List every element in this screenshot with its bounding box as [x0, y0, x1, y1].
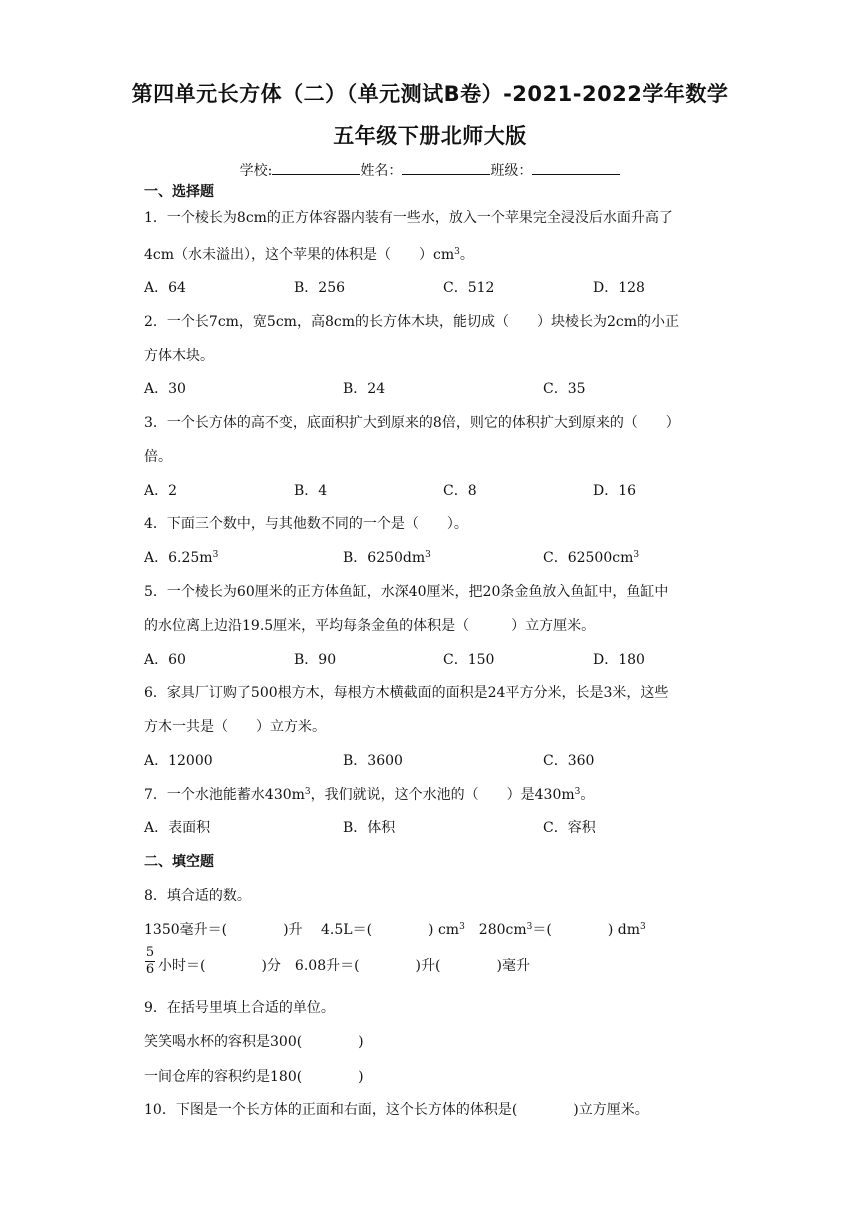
q8-row-1[interactable]: 1350毫升＝( )升 4.5L＝( ) $cm^3$ $280cm^3=$( ) $dm^3$: [144, 922, 646, 938]
q5-option-c[interactable]: C．150: [443, 652, 495, 668]
title-line-1: 第四单元长方体（二）（单元测试B卷）-2021-2022学年数学: [131, 82, 729, 106]
q3-line-2: 倍。: [144, 449, 172, 465]
q5-option-a[interactable]: A．60: [144, 652, 186, 668]
section-heading-fill: 二、填空题: [144, 854, 214, 870]
q1-line-1: 1．一个棱长为8cm的正方体容器内装有一些水，放入一个苹果完全浸没后水面升高了: [144, 210, 673, 226]
q5-option-b[interactable]: B．90: [294, 652, 337, 668]
q9-line-2[interactable]: 笑笑喝水杯的容积是300( ): [144, 1034, 364, 1050]
q10-line-1[interactable]: 10．下图是一个长方体的正面和右面，这个长方体的体积是( )立方厘米。: [144, 1102, 649, 1118]
q7-line-1: 7．一个水池能蓄水$430m^3$，我们就说，这个水池的（ ）是$430m^3$。: [144, 787, 595, 803]
q8-row-2[interactable]: 小时＝( )分 6.08升＝( )升( )毫升: [158, 958, 530, 974]
q2-option-a[interactable]: A．30: [144, 381, 186, 397]
q2-line-1: 2．一个长7cm，宽5cm，高8cm的长方体木块，能切成（ ）块棱长为2cm的小正: [144, 314, 679, 330]
q4-line-1: 4．下面三个数中，与其他数不同的一个是（ ）。: [144, 516, 468, 532]
q6-line-2: 方木一共是（ ）立方米。: [144, 719, 326, 735]
school-label: 学校:: [239, 163, 273, 179]
class-label: 班级：: [490, 163, 533, 179]
name-blank[interactable]: [402, 162, 490, 175]
q3-option-a[interactable]: A．2: [144, 483, 178, 499]
q4-option-a[interactable]: A．$6.25m^3$: [144, 550, 219, 566]
fraction-five-sixths: 5 6: [145, 945, 155, 977]
q2-line-2: 方体木块。: [144, 348, 214, 364]
q5-option-d[interactable]: D．180: [593, 652, 645, 668]
q7-option-a[interactable]: A．表面积: [144, 820, 211, 836]
q3-option-d[interactable]: D．16: [593, 483, 637, 499]
q5-line-1: 5．一个棱长为60厘米的正方体鱼缸，水深40厘米，把20条金鱼放入鱼缸中，鱼缸中: [144, 584, 669, 600]
school-blank[interactable]: [272, 162, 360, 175]
q6-option-c[interactable]: C．360: [543, 753, 595, 769]
q8-line-1: 8．填合适的数。: [144, 888, 251, 904]
q5-line-2: 的水位离上边沿19.5厘米，平均每条金鱼的体积是（ ）立方厘米。: [144, 618, 596, 634]
name-label: 姓名：: [360, 163, 403, 179]
q6-option-a[interactable]: A．12000: [144, 753, 213, 769]
q4-option-b[interactable]: B．$6250dm^3$: [343, 550, 431, 566]
q2-option-b[interactable]: B．24: [343, 381, 386, 397]
q3-line-1: 3．一个长方体的高不变，底面积扩大到原来的8倍，则它的体积扩大到原来的（ ）: [144, 415, 680, 431]
class-blank[interactable]: [532, 162, 620, 175]
q9-line-3[interactable]: 一间仓库的容积约是180( ): [144, 1069, 364, 1085]
q9-line-1: 9．在括号里填上合适的单位。: [144, 1000, 335, 1016]
section-heading-choice: 一、选择题: [144, 184, 214, 200]
q7-option-b[interactable]: B．体积: [343, 820, 396, 836]
q7-option-c[interactable]: C．容积: [543, 820, 596, 836]
q6-line-1: 6．家具厂订购了500根方木，每根方木横截面的面积是24平方分米，长是3米，这些: [144, 685, 669, 701]
q6-option-b[interactable]: B．3600: [343, 753, 403, 769]
q1-line-2: 4cm（水未溢出），这个苹果的体积是（ ）$cm^3$。: [144, 247, 474, 263]
q4-option-c[interactable]: C．$62500cm^3$: [543, 550, 640, 566]
q1-option-c[interactable]: C．512: [443, 280, 495, 296]
q1-option-b[interactable]: B．256: [294, 280, 346, 296]
q1-option-d[interactable]: D．128: [593, 280, 645, 296]
title-line-2: 五年级下册北师大版: [333, 124, 527, 148]
q1-option-a[interactable]: A．64: [144, 280, 186, 296]
q3-option-b[interactable]: B．4: [294, 483, 328, 499]
q2-option-c[interactable]: C．35: [543, 381, 586, 397]
student-info: [0, 160, 860, 180]
q3-option-c[interactable]: C．8: [443, 483, 477, 499]
